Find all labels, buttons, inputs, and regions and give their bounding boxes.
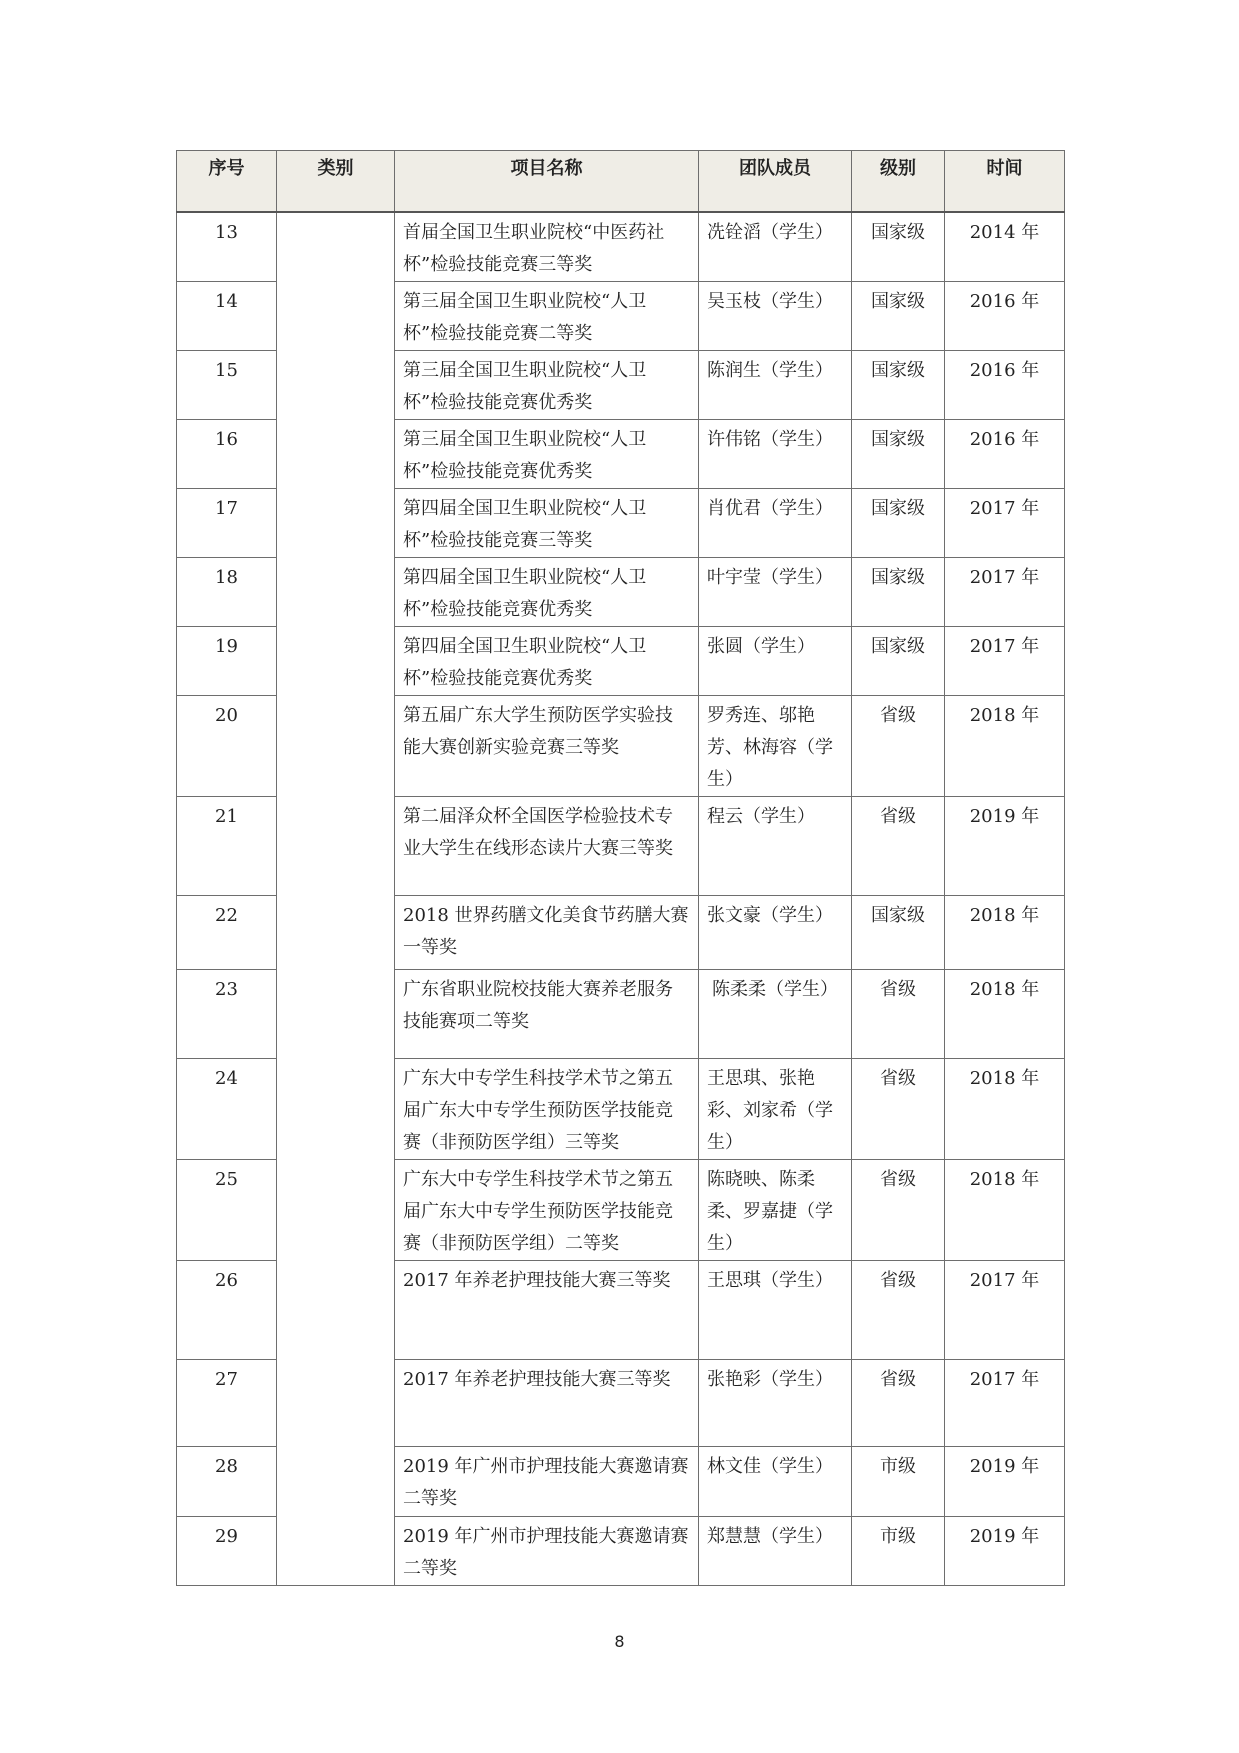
cell-serial: 22 [177, 896, 277, 970]
table-row [177, 212, 1065, 282]
cell-serial: 29 [177, 1517, 277, 1586]
cell-level: 省级 [852, 1160, 945, 1261]
cell-serial: 20 [177, 696, 277, 797]
cell-project-name: 第三届全国卫生职业院校“人卫杯”检验技能竞赛二等奖 [395, 282, 699, 351]
cell-time: 2017 年 [945, 1360, 1065, 1447]
cell-level: 国家级 [852, 558, 945, 627]
cell-serial: 25 [177, 1160, 277, 1261]
cell-level: 省级 [852, 1059, 945, 1160]
cell-level: 省级 [852, 696, 945, 797]
awards-table [176, 150, 1065, 1586]
cell-team-members: 许伟铭（学生） [699, 420, 852, 489]
cell-time: 2016 年 [945, 351, 1065, 420]
cell-serial: 14 [177, 282, 277, 351]
cell-time: 2018 年 [945, 696, 1065, 797]
cell-time: 2018 年 [945, 970, 1065, 1059]
cell-serial: 18 [177, 558, 277, 627]
cell-time: 2017 年 [945, 558, 1065, 627]
cell-team-members: 程云（学生） [699, 797, 852, 896]
cell-level: 国家级 [852, 351, 945, 420]
cell-level: 国家级 [852, 896, 945, 970]
cell-level: 国家级 [852, 212, 945, 282]
cell-level: 市级 [852, 1517, 945, 1586]
cell-project-name: 第三届全国卫生职业院校“人卫杯”检验技能竞赛优秀奖 [395, 351, 699, 420]
cell-serial: 27 [177, 1360, 277, 1447]
cell-serial: 19 [177, 627, 277, 696]
cell-serial: 23 [177, 970, 277, 1059]
cell-level: 省级 [852, 1261, 945, 1360]
cell-team-members: 吴玉枝（学生） [699, 282, 852, 351]
header-category: 类别 [277, 151, 395, 213]
cell-time: 2016 年 [945, 282, 1065, 351]
awards-table-container [176, 150, 1064, 1586]
cell-time: 2019 年 [945, 1517, 1065, 1586]
cell-team-members: 张圆（学生） [699, 627, 852, 696]
cell-level: 市级 [852, 1447, 945, 1517]
cell-level: 省级 [852, 797, 945, 896]
cell-time: 2018 年 [945, 896, 1065, 970]
cell-time: 2014 年 [945, 212, 1065, 282]
page-number: 8 [614, 1632, 625, 1651]
cell-team-members: 郑慧慧（学生） [699, 1517, 852, 1586]
cell-project-name: 2017 年养老护理技能大赛三等奖 [395, 1360, 699, 1447]
cell-serial: 26 [177, 1261, 277, 1360]
cell-category [277, 212, 395, 1586]
header-team-members: 团队成员 [699, 151, 852, 213]
cell-team-members: 罗秀连、邬艳芳、林海容（学生） [699, 696, 852, 797]
cell-serial: 15 [177, 351, 277, 420]
cell-project-name: 第四届全国卫生职业院校“人卫杯”检验技能竞赛优秀奖 [395, 627, 699, 696]
cell-time: 2017 年 [945, 1261, 1065, 1360]
cell-time: 2018 年 [945, 1160, 1065, 1261]
cell-team-members: 叶宇莹（学生） [699, 558, 852, 627]
cell-level: 省级 [852, 970, 945, 1059]
cell-team-members: 陈润生（学生） [699, 351, 852, 420]
cell-level: 国家级 [852, 282, 945, 351]
cell-project-name: 第四届全国卫生职业院校“人卫杯”检验技能竞赛三等奖 [395, 489, 699, 558]
cell-project-name: 广东大中专学生科技学术节之第五届广东大中专学生预防医学技能竞赛（非预防医学组）三等奖 [395, 1059, 699, 1160]
cell-team-members: 王思琪（学生） [699, 1261, 852, 1360]
cell-project-name: 第三届全国卫生职业院校“人卫杯”检验技能竞赛优秀奖 [395, 420, 699, 489]
cell-project-name: 2018 世界药膳文化美食节药膳大赛一等奖 [395, 896, 699, 970]
cell-team-members: 陈晓映、陈柔柔、罗嘉捷（学生） [699, 1160, 852, 1261]
header-level: 级别 [852, 151, 945, 213]
cell-time: 2017 年 [945, 489, 1065, 558]
cell-time: 2017 年 [945, 627, 1065, 696]
cell-level: 国家级 [852, 489, 945, 558]
cell-serial: 16 [177, 420, 277, 489]
cell-team-members: 肖优君（学生） [699, 489, 852, 558]
cell-serial: 13 [177, 212, 277, 282]
cell-time: 2016 年 [945, 420, 1065, 489]
cell-level: 省级 [852, 1360, 945, 1447]
cell-project-name: 第四届全国卫生职业院校“人卫杯”检验技能竞赛优秀奖 [395, 558, 699, 627]
cell-project-name: 2019 年广州市护理技能大赛邀请赛二等奖 [395, 1447, 699, 1517]
cell-project-name: 2019 年广州市护理技能大赛邀请赛二等奖 [395, 1517, 699, 1586]
cell-team-members: 王思琪、张艳彩、刘家希（学生） [699, 1059, 852, 1160]
cell-time: 2018 年 [945, 1059, 1065, 1160]
cell-team-members: 陈柔柔（学生） [699, 970, 852, 1059]
cell-team-members: 张艳彩（学生） [699, 1360, 852, 1447]
cell-level: 国家级 [852, 420, 945, 489]
cell-project-name: 广东大中专学生科技学术节之第五届广东大中专学生预防医学技能竞赛（非预防医学组）二等奖 [395, 1160, 699, 1261]
cell-team-members: 冼铨滔（学生） [699, 212, 852, 282]
cell-serial: 28 [177, 1447, 277, 1517]
cell-project-name: 第二届泽众杯全国医学检验技术专业大学生在线形态读片大赛三等奖 [395, 797, 699, 896]
cell-project-name: 2017 年养老护理技能大赛三等奖 [395, 1261, 699, 1360]
cell-time: 2019 年 [945, 797, 1065, 896]
cell-project-name: 第五届广东大学生预防医学实验技能大赛创新实验竞赛三等奖 [395, 696, 699, 797]
cell-serial: 24 [177, 1059, 277, 1160]
table-header-row [177, 151, 1065, 213]
cell-serial: 21 [177, 797, 277, 896]
cell-team-members: 张文豪（学生） [699, 896, 852, 970]
cell-team-members: 林文佳（学生） [699, 1447, 852, 1517]
cell-time: 2019 年 [945, 1447, 1065, 1517]
cell-project-name: 首届全国卫生职业院校“中医药社杯”检验技能竞赛三等奖 [395, 212, 699, 282]
cell-serial: 17 [177, 489, 277, 558]
header-project-name: 项目名称 [395, 151, 699, 213]
header-serial: 序号 [177, 151, 277, 213]
header-time: 时间 [945, 151, 1065, 213]
cell-level: 国家级 [852, 627, 945, 696]
cell-project-name: 广东省职业院校技能大赛养老服务技能赛项二等奖 [395, 970, 699, 1059]
